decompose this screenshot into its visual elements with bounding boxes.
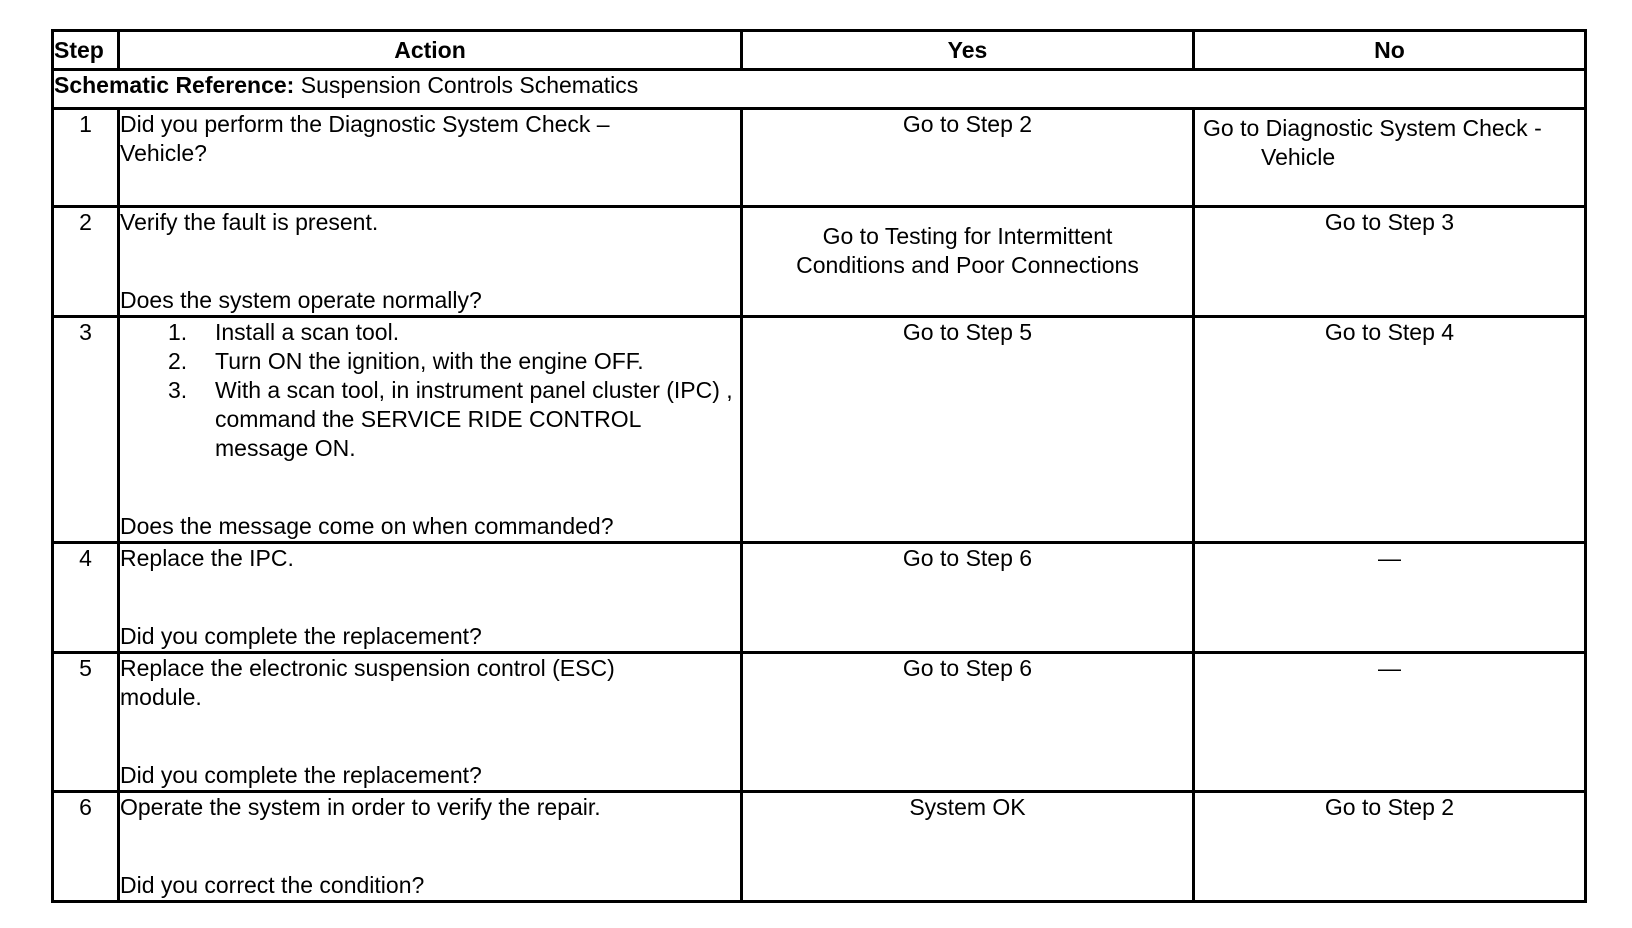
action-text: module. [120, 684, 202, 710]
no-text: Vehicle [1261, 144, 1336, 170]
table-row [53, 317, 1586, 543]
action-text: Verify the fault is present. [120, 209, 379, 235]
action-cell [119, 653, 742, 792]
no-cell [1194, 109, 1586, 207]
action-question: Did you correct the condition? [120, 872, 425, 898]
action-text: Operate the system in order to verify the repair. [120, 794, 601, 820]
list-item: 3. With a scan tool, in instrument panel cluster (IPC) , command the SERVICE RIDE CONTROL message ON. [168, 377, 733, 461]
yes-text: Conditions and Poor Connections [796, 252, 1139, 278]
step-number: 5 [53, 653, 119, 792]
no-cell: — [1194, 543, 1586, 653]
schematic-value: Suspension Controls Schematics [300, 72, 639, 98]
step-number: 6 [53, 792, 119, 902]
header-no: No [1194, 31, 1586, 70]
header-yes: Yes [742, 31, 1194, 70]
header-step: Step [53, 31, 119, 70]
action-cell [119, 207, 742, 317]
table-row [53, 543, 1586, 653]
action-cell [119, 543, 742, 653]
action-question: Does the message come on when commanded? [120, 513, 614, 539]
list-item: 1. Install a scan tool. [168, 319, 400, 345]
schematic-reference [53, 70, 1586, 109]
yes-cell: Go to Step 6 [742, 653, 1194, 792]
diagnostic-table [51, 29, 1587, 903]
yes-cell: Go to Step 6 [742, 543, 1194, 653]
yes-cell: Go to Step 5 [742, 317, 1194, 543]
table-row [53, 109, 1586, 207]
header-row [53, 31, 1586, 70]
step-number: 1 [53, 109, 119, 207]
no-cell: Go to Step 3 [1194, 207, 1586, 317]
list-item: 2. Turn ON the ignition, with the engine OFF. [168, 348, 644, 374]
yes-cell: System OK [742, 792, 1194, 902]
action-question: Does the system operate normally? [120, 287, 482, 313]
no-cell: Go to Step 2 [1194, 792, 1586, 902]
table-row [53, 207, 1586, 317]
yes-cell [742, 207, 1194, 317]
yes-text: Go to Testing for Intermittent [822, 223, 1113, 249]
action-cell [119, 109, 742, 207]
schematic-label: Schematic Reference: [54, 72, 295, 98]
no-cell: Go to Step 4 [1194, 317, 1586, 543]
table-row [53, 792, 1586, 902]
action-steps-list [120, 318, 740, 463]
action-cell [119, 792, 742, 902]
no-text: Go to Diagnostic System Check - [1203, 115, 1542, 141]
action-question: Did you complete the replacement? [120, 762, 482, 788]
action-text: Replace the IPC. [120, 545, 294, 571]
table-row [53, 653, 1586, 792]
schematic-row [53, 70, 1586, 109]
action-text: Vehicle? [120, 140, 207, 166]
step-number: 2 [53, 207, 119, 317]
step-number: 3 [53, 317, 119, 543]
action-text: Did you perform the Diagnostic System Check – [120, 111, 610, 137]
action-text: Replace the electronic suspension control (ESC) [120, 655, 615, 681]
action-question: Did you complete the replacement? [120, 623, 482, 649]
no-cell: — [1194, 653, 1586, 792]
action-cell [119, 317, 742, 543]
header-action: Action [119, 31, 742, 70]
yes-cell: Go to Step 2 [742, 109, 1194, 207]
step-number: 4 [53, 543, 119, 653]
